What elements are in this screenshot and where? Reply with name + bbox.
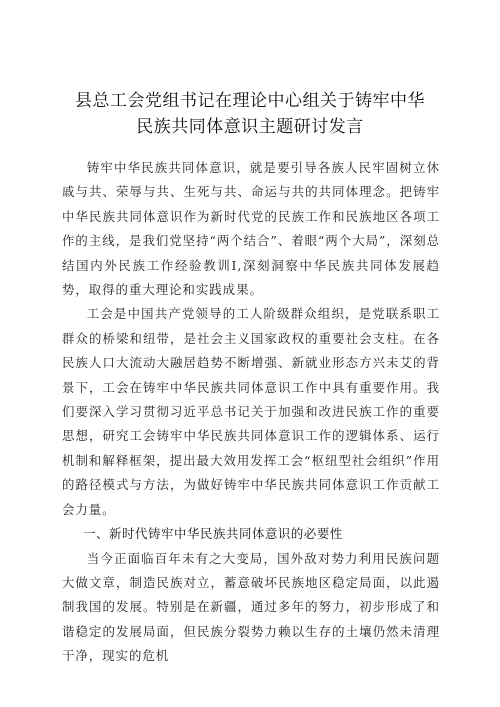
document-body [62, 156, 440, 669]
section-paragraph: 当今正面临百年未有之大变局，国外敌对势力利用民族问题大做文章，制造民族对立，蓄意破坏民族地区稳定局面，以此遏制我国的发展。特别是在新疆，通过多年的努力，初步形成了和谐稳定的发展局面，但民族分裂势力赖以生存的土壤仍然未清理干净，现实的危机 [62, 550, 440, 664]
title-line-2: 民族共同体意识主题研讨发言 [136, 117, 364, 137]
union-role-paragraph: 工会是中国共产党领导的工人阶级群众组织，是党联系职工群众的桥梁和纽带，是社会主义国家政权的重要社会支柱。在各民族人口大流动大融居趋势不断增强、新就业形态方兴未艾的背景下，工会在铸牢中华民族共同体意识工作中具有重要作用。我们要深入学习贯彻习近平总书记关于加强和改进民族工作的重要思想，研究工会铸牢中华民族共同体意识工作的逻辑体系、运行机制和解释框架，提出最大效用发挥工会“枢纽型社会组织”作用的路径模式与方法，为做好铸牢中华民族共同体意识工作贡献工会力量。 [62, 306, 440, 517]
intro-paragraph: 铸牢中华民族共同体意识，就是要引导各族人民牢固树立休戚与共、荣辱与共、生死与共、命运与共的共同体理念。把铸牢中华民族共同体意识作为新时代党的民族工作和民族地区各项工作的主线，是我们党坚持“两个结合”、着眼“两个大局”，深刻总结国内外民族工作经验教训I,深刻洞察中华民族共同体发展趋势，取得的重大理论和实践成果。 [62, 160, 440, 298]
section-heading: 一、新时代铸牢中华民族共同体意识的必要性 [83, 526, 343, 542]
title-line-1: 县总工会党组书记在理论中心组关于铸牢中华 [75, 91, 425, 111]
document-title [40, 88, 460, 140]
